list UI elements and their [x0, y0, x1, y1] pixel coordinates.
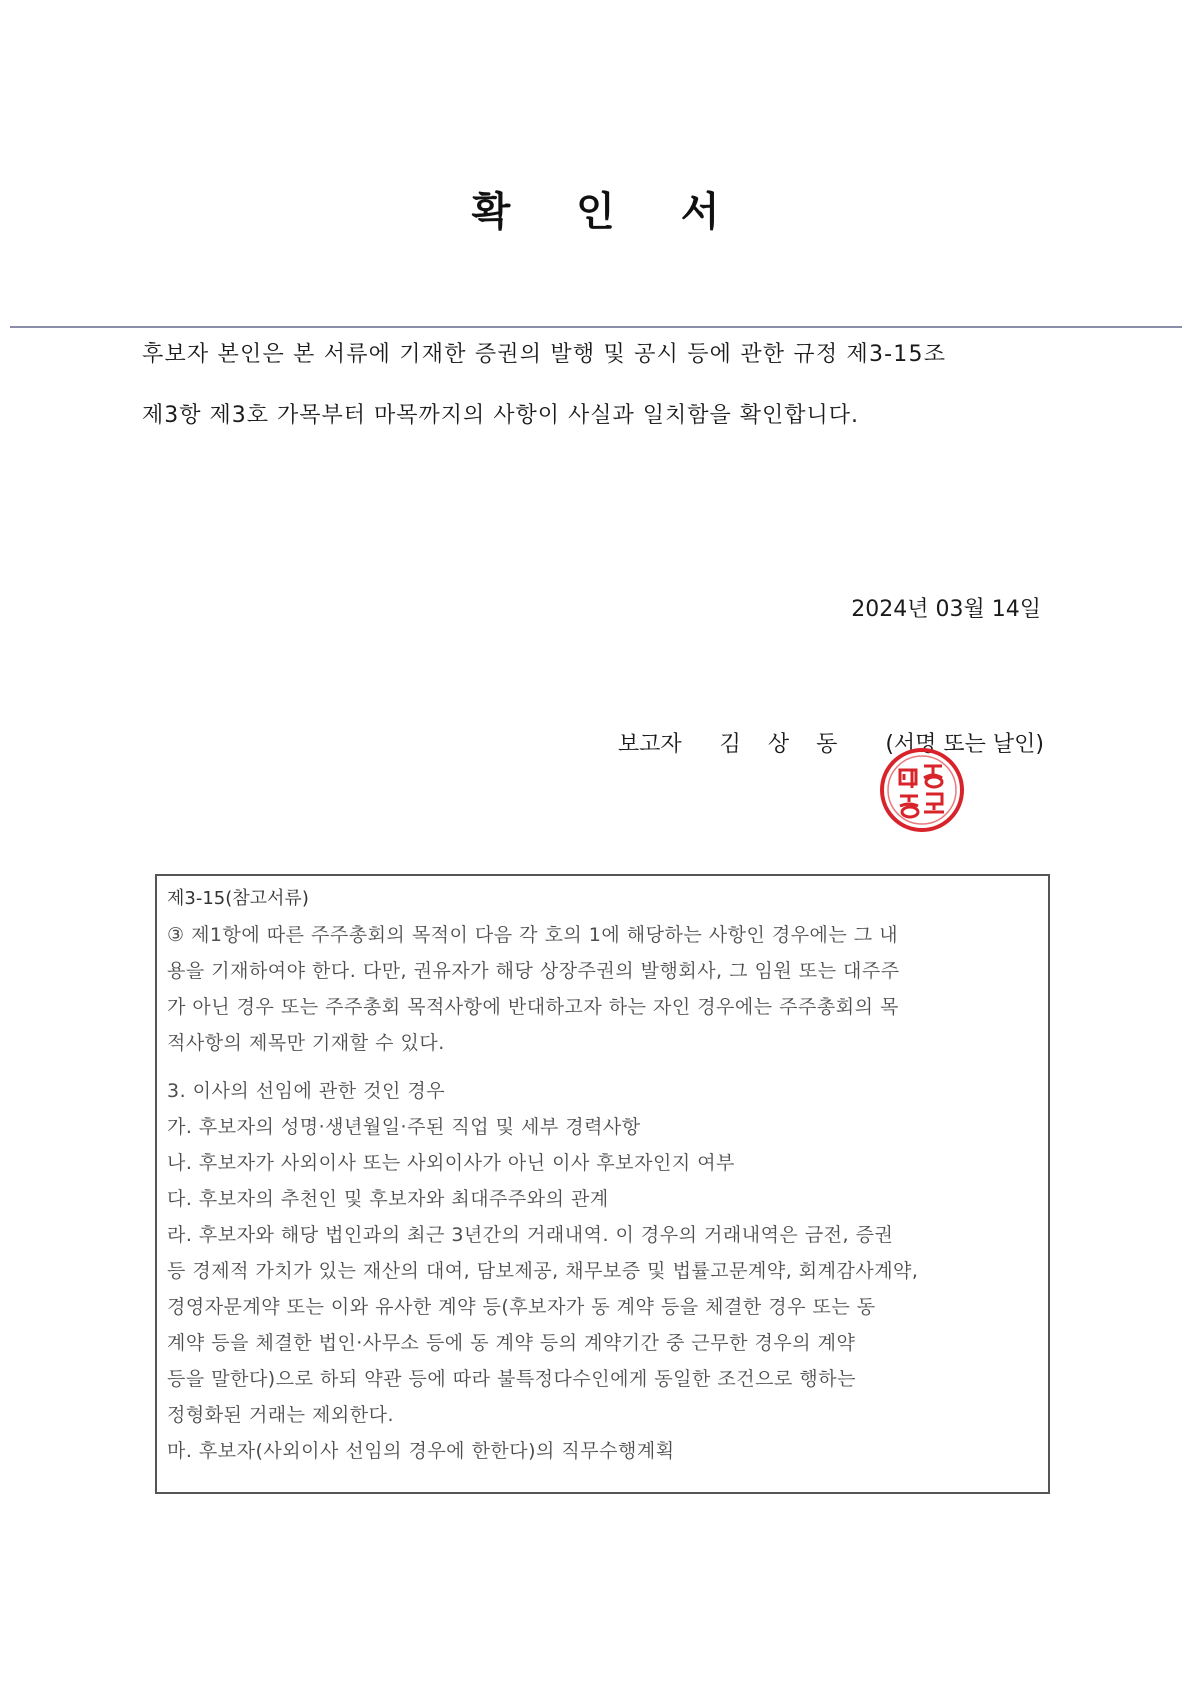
document-date: 2024년 03월 14일 [851, 597, 1041, 622]
reference-line: 정형화된 거래는 제외한다. [167, 1404, 395, 1426]
reporter-label: 보고자 [617, 732, 682, 757]
reference-line: 3. 이사의 선임에 관한 것인 경우 [167, 1080, 446, 1102]
reference-line: 등 경제적 가치가 있는 재산의 대여, 담보제공, 채무보증 및 법률고문계약, 회계감사계약, [167, 1260, 919, 1282]
reference-line: ③ 제1항에 따른 주주총회의 목적이 다음 각 호의 1에 해당하는 사항인 경우에는 그 내 [167, 924, 899, 946]
document-title: 확 인 서 [471, 189, 746, 235]
reference-line: 등을 말한다)으로 하되 약관 등에 따라 불특정다수인에게 동일한 조건으로 행하는 [167, 1368, 856, 1390]
seal-stamp-icon [878, 746, 966, 834]
reference-line: 마. 후보자(사외이사 선임의 경우에 한한다)의 직무수행계획 [167, 1440, 675, 1462]
reference-line: 적사항의 제목만 기재할 수 있다. [167, 1032, 445, 1054]
reference-line: 용을 기재하여야 한다. 다만, 권유자가 해당 상장주권의 발행회사, 그 임원 또는 대주주 [167, 960, 900, 982]
reference-line: 다. 후보자의 추천인 및 후보자와 최대주주와의 관계 [167, 1188, 609, 1210]
reporter-line [618, 727, 1044, 758]
header-divider [10, 326, 1182, 328]
signature-note: (서명 또는 날인) [885, 732, 1044, 757]
reference-line: 경영자문계약 또는 이와 유사한 계약 등(후보자가 동 계약 등을 체결한 경우 또는 동 [167, 1296, 876, 1318]
reference-regulation-box [155, 874, 1050, 1494]
body-line-1: 후보자 본인은 본 서류에 기재한 증권의 발행 및 공시 등에 관한 규정 제3-15조 [142, 342, 947, 367]
reference-line: 나. 후보자가 사외이사 또는 사외이사가 아닌 이사 후보자인지 여부 [167, 1152, 735, 1174]
body-line-2: 제3항 제3호 가목부터 마목까지의 사항이 사실과 일치함을 확인합니다. [142, 403, 859, 428]
reference-line: 계약 등을 체결한 법인·사무소 등에 동 계약 등의 계약기간 중 근무한 경우의 계약 [167, 1332, 856, 1354]
reference-line: 라. 후보자와 해당 법인과의 최근 3년간의 거래내역. 이 경우의 거래내역은 금전, 증권 [167, 1224, 894, 1246]
reporter-name: 김 상 동 [719, 732, 848, 757]
reference-line: 가. 후보자의 성명·생년월일·주된 직업 및 세부 경력사항 [167, 1116, 641, 1138]
reference-line: 가 아닌 경우 또는 주주총회 목적사항에 반대하고자 하는 자인 경우에는 주주총회의 목 [167, 996, 899, 1018]
reference-heading: 제3-15(참고서류) [167, 888, 309, 909]
